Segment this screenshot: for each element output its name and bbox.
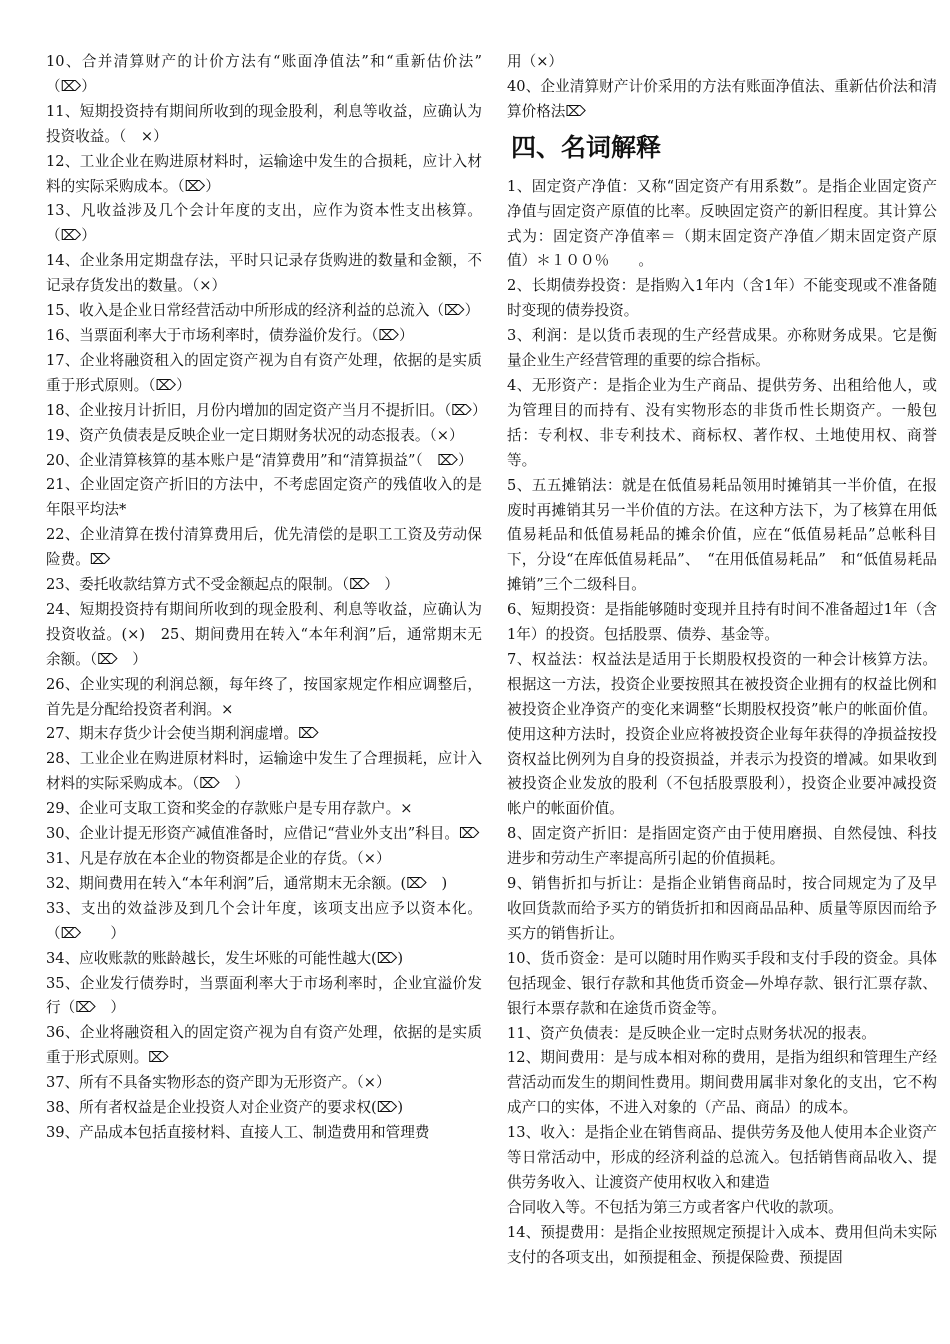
definition-item: 11、资产负债表：是反映企业一定时点财务状况的报表。 xyxy=(507,1024,876,1042)
tf-item: 17、企业将融资租入的固定资产视为自有资产处理，依据的是实质重于形式原则。（⌦） xyxy=(46,351,482,394)
definition-item: 9、销售折扣与折让：是指企业销售商品时，按合同规定为了及早收回货款而给予买方的销货折扣和因商品品种、质量等原因而给予买方的销售折让。 xyxy=(507,875,937,942)
definition-item: 6、短期投资：是指能够随时变现并且持有时间不准备超过1年（含1年）的投资。包括股票、债券、基金等。 xyxy=(507,601,937,644)
section-heading: 四、名词解释 xyxy=(511,132,662,162)
tf-item: 29、企业可支取工资和奖金的存款账户是专用存款户。× xyxy=(46,800,413,818)
tf-item: 36、企业将融资租入的固定资产视为自有资产处理，依据的是实质重于形式原则。⌦ xyxy=(46,1024,482,1067)
tf-item: 21、企业固定资产折旧的方法中，不考虑固定资产的残值收入的是年限平均法* xyxy=(46,476,482,519)
tf-item: 10、合并清算财产的计价方法有“账面净值法”和“重新估价法” （⌦） xyxy=(46,53,497,95)
tf-item: 32、期间费用在转入“本年利润”后，通常期末无余额。(⌦ ) xyxy=(46,874,448,892)
definition-item: 8、固定资产折旧：是指固定资产由于使用磨损、自然侵蚀、科技进步和劳动生产率提高所引起的价值损耗。 xyxy=(507,825,937,868)
tf-item: 40、企业清算财产计价采用的方法有账面净值法、重新估价法和清算价格法⌦ xyxy=(507,77,937,120)
right-column xyxy=(507,50,937,1271)
tf-item: 用（×） xyxy=(507,53,564,70)
tf-item: 11、短期投资持有期间所收到的现金股利，利息等收益，应确认为投资收益。（ ×） xyxy=(46,102,482,145)
tf-item: 16、当票面利率大于市场利率时，债券溢价发行。（⌦） xyxy=(46,326,414,344)
definition-item: 12、期间费用：是与成本相对称的费用，是指为组织和管理生产经营活动而发生的期间性费用。期间费用属非对象化的支出，它不构成产口的实体，不进入对象的（产品、商品）的成本。 xyxy=(507,1049,937,1117)
tf-item: 24、短期投资持有期间所收到的现金股利、利息等收益，应确认为投资收益。(×) 25、期间费用在转入“本年利润”后，通常期末无余额。（⌦ ） xyxy=(46,600,482,668)
tf-item: 27、期末存货少计会使当期利润虚增。⌦ xyxy=(46,725,319,743)
tf-item: 37、所有不具备实物形态的资产即为无形资产。（×） xyxy=(46,1074,391,1092)
tf-item: 33、支出的效益涉及到几个会计年度，该项支出应予以资本化。（⌦ ） xyxy=(46,899,482,942)
tf-item: 26、企业实现的利润总额，每年终了，按国家规定作相应调整后，首先是分配给投资者利润。× xyxy=(46,675,482,718)
tf-item: 31、凡是存放在本企业的物资都是企业的存货。（×） xyxy=(46,850,391,867)
tf-item: 19、资产负债表是反映企业一定日期财务状况的动态报表。（×） xyxy=(46,426,464,444)
tf-item: 14、企业条用定期盘存法，平时只记录存货购进的数量和金额，不记录存货发出的数量。（×） xyxy=(46,252,482,295)
tf-item: 15、收入是企业日常经营活动中所形成的经济利益的总流入（⌦） xyxy=(46,302,480,320)
definition-item: 14、预提费用：是指企业按照规定预提计入成本、费用但尚未实际支付的各项支出，如预提租金、预提保险费、预提固 xyxy=(507,1223,937,1266)
left-column xyxy=(46,50,497,1146)
tf-item: 38、所有者权益是企业投资人对企业资产的要求权(⌦) xyxy=(46,1099,404,1117)
definition-item: 3、利润：是以货币表现的生产经营成果。亦称财务成果。它是衡量企业生产经营管理的重要的综合指标。 xyxy=(507,327,937,370)
tf-item: 18、企业按月计折旧，月份内增加的固定资产当月不提折旧。（⌦） xyxy=(46,401,487,419)
tf-item: 13、凡收益涉及几个会计年度的支出，应作为资本性支出核算。（⌦） xyxy=(46,202,482,245)
definition-item: 5、五五摊销法：就是在低值易耗品领用时摊销其一半价值，在报废时再摊销其另一半价值的方法。在这种方法下，为了核算在用低值易耗品和低值易耗品的摊余价值，应在“低值易耗品”总帐科目下，分设“在库低值易耗品”、 “在用低值易耗品” 和“低值易耗品摊销”三个二级科目。 xyxy=(507,476,937,594)
tf-item: 12、工业企业在购进原材料时，运输途中发生的合损耗，应计入材料的实际采购成本。（⌦） xyxy=(46,152,482,195)
tf-item: 23、委托收款结算方式不受金额起点的限制。（⌦ ） xyxy=(46,576,399,594)
tf-item: 39、产品成本包括直接材料、直接人工、制造费用和管理费 xyxy=(46,1123,430,1141)
definition-item: 1、固定资产净值：又称“固定资产有用系数”。是指企业固定资产净值与固定资产原值的比率。反映固定资产的新旧程度。其计算公式为：固定资产净值率＝（期末固定资产净值／期末固定资产原值）＊１００％ 。 xyxy=(507,177,937,270)
tf-item: 34、应收账款的账龄越长，发生坏账的可能性越大(⌦) xyxy=(46,949,404,967)
tf-item: 22、企业清算在拨付清算费用后，优先清偿的是职工工资及劳动保险费。⌦ xyxy=(46,526,482,569)
definition-item: 10、货币资金：是可以随时用作购买手段和支付手段的资金。具体包括现金、银行存款和其他货币资金—外埠存款、银行汇票存款、银行本票存款和在途货币资金等。 xyxy=(507,949,937,1017)
definition-item: 4、无形资产：是指企业为生产商品、提供劳务、出租给他人，或为管理目的而持有、没有实物形态的非货币性长期资产。一般包括：专利权、非专利技术、商标权、著作权、土地使用权、商誉等。 xyxy=(507,376,937,469)
definition-item: 13、收入：是指企业在销售商品、提供劳务及他人使用本企业资产等日常活动中，形成的经济利益的总流入。包括销售商品收入、提供劳务收入、让渡资产使用权收入和建造 合同收入等。不包括为第三方或者客户代收的款项。 xyxy=(507,1124,937,1216)
tf-item: 35、企业发行债券时，当票面利率大于市场利率时，企业宜溢价发行（⌦ ） xyxy=(46,974,482,1017)
definition-item: 2、长期债券投资：是指购入1年内（含1年）不能变现或不准备随时变现的债券投资。 xyxy=(507,277,937,320)
definition-item: 7、权益法：权益法是适用于长期股权投资的一种会计核算方法。根据这一方法，投资企业要按照其在被投资企业拥有的权益比例和被投资企业净资产的变化来调整“长期股权投资”帐户的帐面价值。使用这种方法时，投资企业应将被投资企业每年获得的净损益按投资权益比例列为自身的投资损益，并表示为投资的增减。如果收到被投资企业发放的股利（不包括股票股利），投资企业要冲减投资帐户的帐面价值。 xyxy=(507,650,937,818)
tf-item: 30、企业计提无形资产减值准备时，应借记“营业外支出”科目。⌦ xyxy=(46,825,480,843)
tf-item: 20、企业清算核算的基本账户是“清算费用”和“清算损益”（ ⌦） xyxy=(46,451,473,469)
tf-item: 28、工业企业在购进原材料时，运输途中发生了合理损耗，应计入材料的实际采购成本。（⌦ ） xyxy=(46,750,482,793)
